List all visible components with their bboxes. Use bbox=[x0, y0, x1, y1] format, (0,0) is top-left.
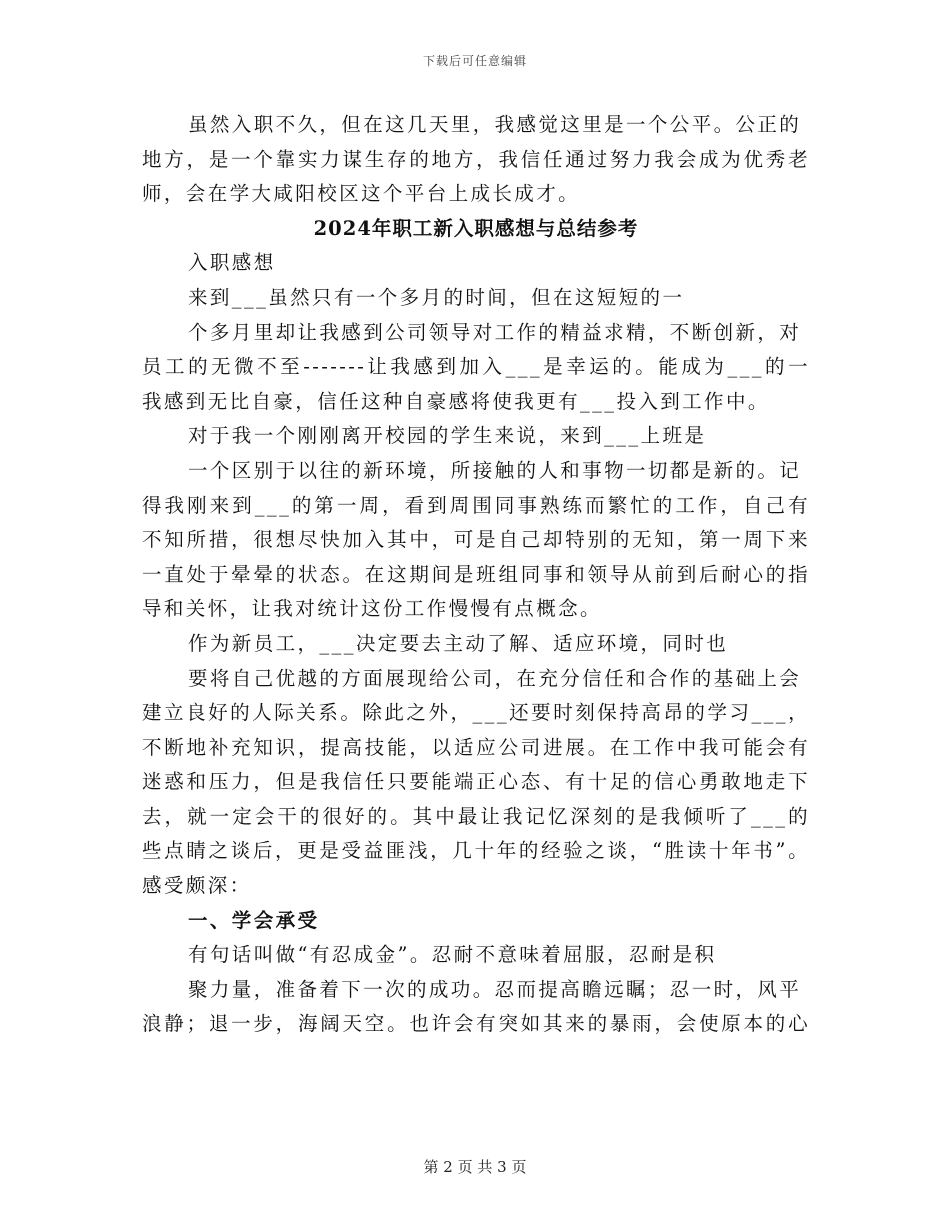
paragraph-line: 聚力量，准备着下一次的成功。忍而提高瞻远瞩；忍一时，风平 bbox=[188, 977, 802, 1001]
paragraph-line: 感受颇深： bbox=[142, 874, 252, 898]
paragraph-line: 虽然入职不久，但在这几天里，我感觉这里是一个公平。公正的 bbox=[188, 113, 802, 136]
paragraph-line: 我感到无比自豪，信任这种自豪感将使我更有___投入到工作中。 bbox=[142, 389, 770, 413]
document-title: 2024年职工新入职感想与总结参考 bbox=[313, 216, 639, 240]
paragraph-line: 员工的无微不至-------让我感到加入___是幸运的。能成为___的一 bbox=[142, 355, 810, 379]
paragraph-line: 师，会在学大咸阳校区这个平台上成长成才。 bbox=[142, 182, 581, 206]
paragraph-line: 来到___虽然只有一个多月的时间，但在这短短的一 bbox=[188, 285, 685, 309]
paragraph-line: 一个区别于以往的新环境，所接触的人和事物一切都是新的。记 bbox=[188, 458, 802, 482]
paragraph-line: 浪静；退一步，海阔天空。也许会有突如其来的暴雨，会使原本的心 bbox=[142, 1012, 810, 1036]
paragraph-line: 一直处于晕晕的状态。在这期间是班组同事和领导从前到后耐心的指 bbox=[142, 562, 810, 586]
paragraph-line: 建立良好的人际关系。除此之外，___还要时刻保持高昂的学习___， bbox=[142, 701, 810, 725]
paragraph-line: 不知所措，很想尽快加入其中，可是自己却特别的无知，第一周下来 bbox=[142, 528, 810, 552]
paragraph-line: 迷惑和压力，但是我信任只要能端正心态、有十足的信心勇敢地走下 bbox=[142, 770, 810, 794]
section-label: 入职感想 bbox=[188, 251, 276, 275]
paragraph-line: 去，就一定会干的很好的。其中最让我记忆深刻的是我倾听了___的 bbox=[142, 804, 810, 828]
document-body bbox=[142, 108, 810, 1042]
paragraph-line: 要将自己优越的方面展现给公司，在充分信任和合作的基础上会 bbox=[188, 666, 802, 690]
paragraph-line: 不断地补充知识，提高技能，以适应公司进展。在工作中我可能会有 bbox=[142, 735, 810, 759]
page-number: 第 2 页 共 3 页 bbox=[423, 1158, 527, 1176]
paragraph-line: 有句话叫做“有忍成金”。忍耐不意味着屈服，忍耐是积 bbox=[188, 943, 717, 967]
section-heading: 一、学会承受 bbox=[188, 908, 320, 932]
paragraph-line: 对于我一个刚刚离开校园的学生来说，来到___上班是 bbox=[188, 424, 707, 448]
paragraph-line: 作为新员工，___决定要去主动了解、适应环境，同时也 bbox=[188, 631, 729, 655]
paragraph-line: 得我刚来到___的第一周，看到周围同事熟练而繁忙的工作，自己有 bbox=[142, 493, 810, 517]
page-header: 下载后可任意编辑 bbox=[422, 54, 527, 68]
paragraph-line: 些点睛之谈后，更是受益匪浅，几十年的经验之谈，“胜读十年书”。 bbox=[142, 839, 810, 863]
paragraph-line: 地方，是一个靠实力谋生存的地方，我信任通过努力我会成为优秀老 bbox=[142, 147, 810, 171]
paragraph-line: 个多月里却让我感到公司领导对工作的精益求精，不断创新，对 bbox=[188, 320, 802, 344]
paragraph-line: 导和关怀，让我对统计这份工作慢慢有点概念。 bbox=[142, 597, 602, 621]
